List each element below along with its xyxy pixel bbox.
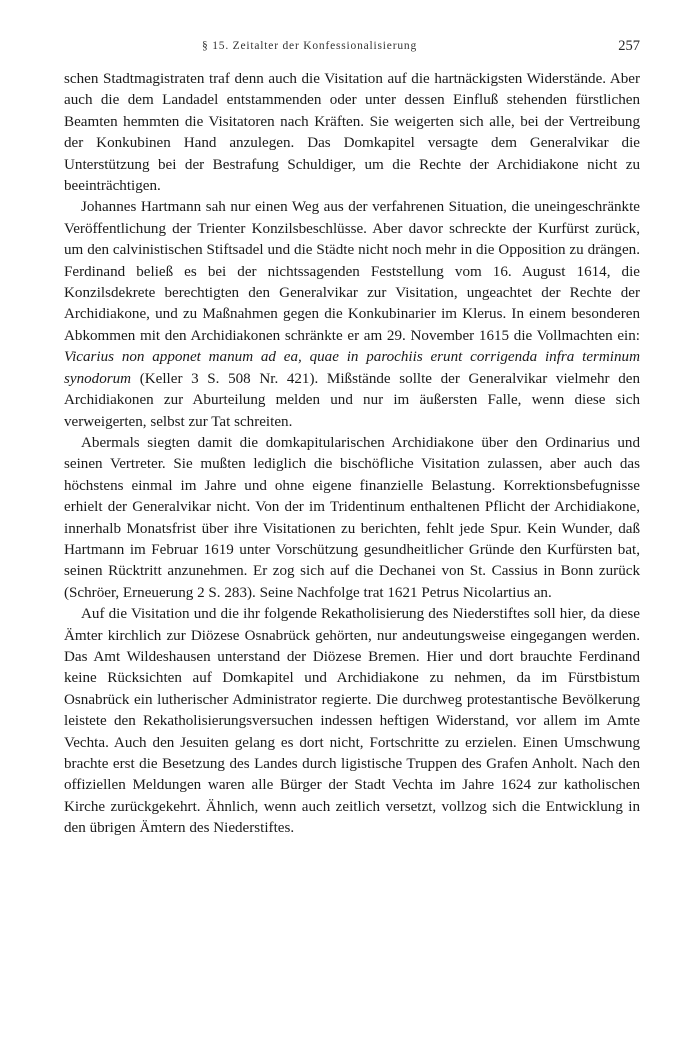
latin-quotation: Vicarius non apponet manum ad ea, quae in parochiis erunt corrigenda infra terminum synodorum xyxy=(64,349,640,387)
text-segment: Auf die Visitation und die ihr folgende Rekatholisierung des Niederstiftes soll hier, da diese Ämter kirchlich zur Diözese Osnabrück gehörten, nur andeutungsweise eingegangen werden. Das Amt Wildeshausen unterstand der Diözese Bremen. Hier und dort brauchte Ferdinand keine Rücksichten auf Domkapitel und Archidiakone zu nehmen, da im Fürstbistum Osnabrück ein lutherischer Administrator regierte. Die durchweg protestantische Bevölkerung leistete den Rekatholisierungsversuchen indessen heftigen Widerstand, vor allem im Amte Vechta. Auch den Jesuiten gelang es dort nicht, Fortschritte zu erzielen. Einen Umschwung brachte erst die Besetzung des Landes durch ligistische Truppen des Grafen Anholt. Nach den offiziellen Meldungen waren alle Bürger der Stadt Vechta im Jahre 1624 zur katholischen Kirche zurückgekehrt. Ähnlich, wenn auch zeitlich versetzt, vollzog sich die Entwicklung in den übrigen Ämtern des Niederstiftes. xyxy=(64,606,640,837)
text-segment: schen Stadtmagistraten traf denn auch die Visitation auf die hartnäckigsten Widerstände. Aber auch die dem Landadel entstammenden oder unter dessen Einfluß stehenden fürstlichen Beamten hemmten die Visitatoren nach Kräften. Sie weigerten sich alle, bei der Vertreibung der Konkubinen Hand anzulegen. Das Domkapitel versagte dem Generalvikar die Unterstützung bei der Bestrafung Schuldiger, um die Rechte der Archidiakone nicht zu beeinträchtigen. xyxy=(64,71,640,195)
text-segment: Abermals siegten damit die domkapitularischen Archidiakone über den Ordinarius und seinen Vertreter. Sie mußten lediglich die bischöfliche Visitation zulassen, aber auch das höchstens einmal im Jahre und ohne eigene finanzielle Belastung. Korrektionsbefugnisse erhielt der Generalvikar nicht. Von der im Tridentinum enthaltenen Pflicht der Archidiakone, innerhalb Monatsfrist über ihre Visitationen zu berichten, fehlt jede Spur. Kein Wunder, daß Hartmann im Februar 1619 unter Vorschützung gesundheitlicher Gründe den Kurfürsten bat, seinen Rücktritt anzunehmen. Er zog sich auf die Dechanei von St. Cassius in Bonn zurück (Schröer, Erneuerung 2 S. 283). Seine Nachfolge trat 1621 Petrus Nicolartius an. xyxy=(64,434,640,601)
running-title: § 15. Zeitalter der Konfessionalisierung xyxy=(202,40,417,52)
text-segment: Johannes Hartmann sah nur einen Weg aus der verfahrenen Situation, die uneingeschränkte Veröffentlichung der Trienter Konzilsbeschlüsse. Aber davor schreckte der Kurfürst zurück, um den calvinistischen Stiftsadel und die Städte nicht noch mehr in die Opposition zu drängen. Ferdinand beließ es bei der nichtssagenden Feststellung vom 16. August 1614, die Konzilsdekrete berechtigten den Generalvikar zur Visitation, ungeachtet der Rechte der Archidiakone, und zu Maßnahmen gegen die Konkubinarier im Klerus. In einem besonderen Abkommen mit den Archidiakonen schränkte er am 29. November 1615 die Vollmachten ein: xyxy=(64,199,640,344)
text-segment: (Keller 3 S. 508 Nr. 421). Mißstände sollte der Generalvikar vielmehr den Archidiakonen zur Aburteilung melden und nur im äußersten Falle, wenn diese sich verweigerten, selbst zur Tat schreiten. xyxy=(64,370,640,430)
paragraph-4 xyxy=(64,604,640,839)
paragraph-2 xyxy=(64,197,640,432)
paragraph-3 xyxy=(64,433,640,604)
body-text xyxy=(64,69,640,840)
paragraph-1 xyxy=(64,69,640,197)
running-head xyxy=(64,38,640,58)
page-number: 257 xyxy=(618,38,640,54)
